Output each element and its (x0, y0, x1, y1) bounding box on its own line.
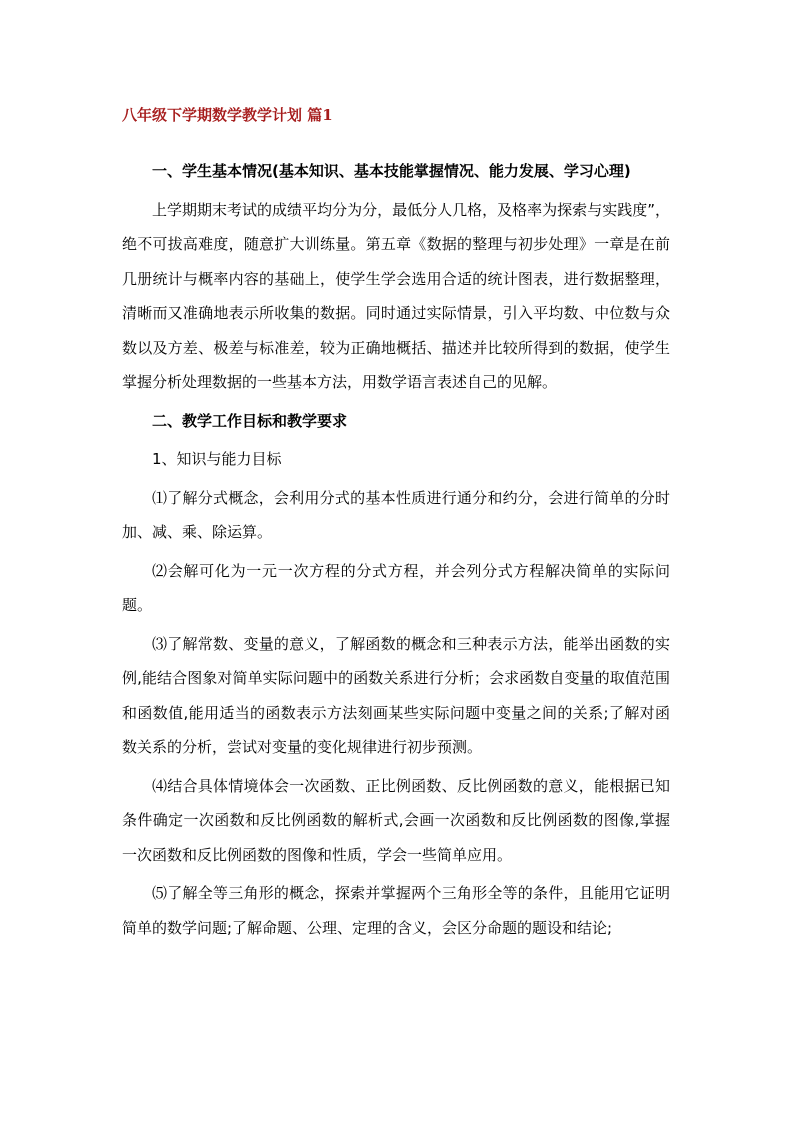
section2-heading: 二、教学工作目标和教学要求 (152, 411, 348, 430)
list-item-1: ⑴了解分式概念，会利用分式的基本性质进行通分和约分，会进行简单的分时加、减、乘、除运算。 (122, 488, 670, 541)
section1-heading: 一、学生基本情况(基本知识、基本技能掌握情况、能力发展、学习心理) (152, 162, 631, 180)
document-body (122, 154, 670, 949)
list-item-5: ⑸了解全等三角形的概念，探索并掌握两个三角形全等的条件，且能用它证明简单的数学问题;了解命题、公理、定理的含义，会区分命题的题设和结论; (122, 884, 670, 937)
subsection1-heading: 1、知识与能力目标 (152, 450, 282, 468)
document-title: 八年级下学期数学教学计划 篇1 (122, 106, 333, 124)
list-item-2: ⑵会解可化为一元一次方程的分式方程，并会列分式方程解决简单的实际问题。 (122, 561, 670, 614)
list-item-3: ⑶了解常数、变量的意义，了解函数的概念和三种表示方法，能举出函数的实例,能结合图象对简单实际问题中的函数关系进行分析；会求函数自变量的取值范围和函数值,能用适当的函数表示方法刻画某些实际问题中变量之间的关系;了解对函数关系的分析，尝试对变量的变化规律进行初步预测。 (122, 634, 670, 756)
list-item-4: ⑷结合具体情境体会一次函数、正比例函数、反比例函数的意义，能根据已知条件确定一次函数和反比例函数的解析式,会画一次函数和反比例函数的图像,掌握一次函数和反比例函数的图像和性质，学会一些简单应用。 (122, 776, 670, 864)
section1-paragraph: 上学期期末考试的成绩平均分为分，最低分人几格，及格率为探索与实践度”，绝不可拔高难度，随意扩大训练量。第五章《数据的整理与初步处理》一章是在前几册统计与概率内容的基础上，使学生学会选用合适的统计图表，进行数据整理，清晰而又准确地表示所收集的数据。同时通过实际情景，引入平均数、中位数与众数以及方差、极差与标准差，较为正确地概括、描述并比较所得到的数据，使学生掌握分析处理数据的一些基本方法，用数学语言表述自己的见解。 (122, 200, 670, 391)
